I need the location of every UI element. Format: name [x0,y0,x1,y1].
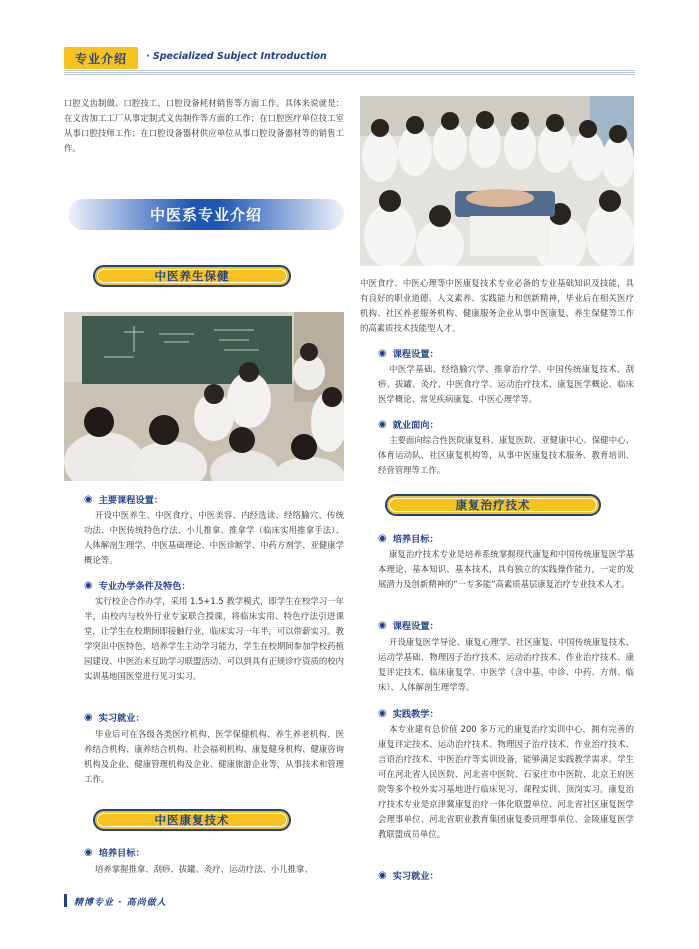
subheading-label: 实习就业： [98,713,145,724]
footer-accent [64,894,67,907]
subheading-label: 就业面向： [392,420,439,431]
bullet-icon: ◉ [84,579,93,591]
tcm-health-heading [93,265,291,287]
tcm-health-courses-heading [84,492,163,506]
bullet-icon: ◉ [84,846,93,858]
section-tag: 专业介绍 [64,47,138,69]
tcm-health-courses-text: 开设中医养生、中医食疗、中医美容、内经选读、经络腧穴、传统功法、中医传统特色疗法、小儿推拿、推拿学（临床实用推拿手法）、人体解剖生理学、中医基础理论、中医诊断学、中药方剂学、亚健康学概论等。 [84,510,344,565]
bullet-icon: ◉ [378,869,387,881]
section-subtitle: · Specialized Subject Introduction [146,51,327,62]
bullet-icon: ◉ [84,493,93,505]
department-title: 中医系专业介绍 [149,206,262,224]
tcm-health-features-text: 实行校企合作办学，采用 1.5+1.5 教学模式，即学生在校学习一年半，由校内与校外行业专家联合授课，将临床实用、特色疗法引进课堂，让学生在校期间即接触行业，临床实习一年半，可以带薪实习。教学突出中医特色，培养学生主动学习能力，学生在校期间参加学校药植园建设、中医治未互助学习联盟活动、可以到具有正规诊疗资质的校内实训基地国医堂进行见习实习。 [84,596,344,681]
subheading-label: 主要课程设置： [98,495,164,506]
bullet-icon: ◉ [378,418,387,430]
bullet-icon: ◉ [84,711,93,723]
tcm-health-title: 中医养生保健 [154,269,230,283]
intro-paragraph: 口腔义齿制做、口腔技工、口腔设备耗材销售等方面工作。具体来说就是：在义齿加工工厂从事定制式义齿制作等方面的工作；在口腔医疗单位技工室从事口腔技师工作；在口腔设备器材供应单位从事口腔设备器材等的销售工作。 [64,98,344,153]
rehab-therapy-title: 康复治疗技术 [455,498,531,512]
tcm-health-employment-heading [84,710,145,724]
tcm-health-employment-text: 毕业后可在各级各类医疗机构、医学保健机构、养生养老机构、医养结合机构、康养结合机构、社会福利机构、康复健身机构、健康咨询机构及企业、健康管理机构及企业、健康旅游企业等，从事技术和管理工作。 [84,729,344,784]
rehab-therapy-goal-heading [378,531,439,545]
tcm-rehab-goal-text-start: 培养掌握推拿、刮痧、拔罐、灸疗、运动疗法、小儿推拿、 [95,864,313,874]
tcm-rehab-employment-heading [378,417,439,431]
rehab-therapy-courses-text: 开设康复医学导论、康复心理学、社区康复、中国传统康复技术、运动学基础、物理因子治疗技术、运动治疗技术、作业治疗技术、康复评定技术、临床康复学、中医学（含中基、中诊、中药、方剂、临床）、人体解剖生理学等。 [378,637,634,692]
rehab-therapy-heading [385,494,601,516]
rehab-therapy-courses-heading [378,618,439,632]
tcm-rehab-title: 中医康复技术 [154,813,230,827]
rehab-therapy-employment-heading [378,868,439,882]
tcm-rehab-courses-text: 中医学基础、经络腧穴学、推拿治疗学、中国传统康复技术、刮痧、拔罐、灸疗、中医食疗学、运动治疗技术、康复医学概论、临床医学概论、常见疾病康复、中医心理学等。 [378,364,634,404]
subheading-label: 培养目标： [98,848,145,859]
practice-photo [360,96,634,266]
subheading-label: 培养目标： [392,534,439,545]
subheading-label: 课程设置： [392,621,439,632]
tcm-rehab-goal-heading [84,845,145,859]
footer-motto: 精博专业 · 高尚做人 [74,898,167,908]
tcm-rehab-employment-text: 主要面向综合性医院康复科、康复医院、亚健康中心、保健中心、体育运动队、社区康复机构等，从事中医康复技术服务、教育培训、经营管理等工作。 [378,435,634,475]
bullet-icon: ◉ [378,532,387,544]
rehab-therapy-goal-text: 康复治疗技术专业是培养系统掌握现代康复和中国传统康复医学基本理论、基本知识、基本技术，具有独立的实践操作能力，一定的发展潜力及创新精神的“一专多能”高素质基层康复治疗专业技术人才。 [378,549,634,589]
bullet-icon: ◉ [378,347,387,359]
tcm-rehab-goal-text-cont: 中医食疗、中医心理等中医康复技术专业必备的专业基础知识及技能，具有良好的职业道德、人文素养、实践能力和创新精神，毕业后在相关医疗机构、社区养老服务机构、健康服务企业从事中医康复、养生保健等工作的高素质技术技能型人才。 [360,278,634,333]
rehab-therapy-practice-heading [378,706,439,720]
rehab-therapy-practice-text: 本专业建有总价值 200 多万元的康复治疗实训中心，拥有完善的康复评定技术、运动治疗技术、物理因子治疗技术、作业治疗技术、言语治疗技术、中医治疗等实训设备，能够满足实践教学需求。学生可在河北省人民医院、河北省中医院、石家庄市中医院、北京王府医院等多个校外实习基地进行临床见习、课程实训、顶岗实习。康复治疗技术专业是京津冀康复治疗一体化联盟单位、河北省社区康复医学会理事单位、河北省职业教育集团康复委员理事单位、金陵康复医学教联盟成员单位。 [378,724,634,839]
subheading-label: 课程设置： [392,349,439,360]
subheading-label: 专业办学条件及特色： [98,581,191,592]
tcm-health-features-heading [84,578,191,592]
department-banner [68,199,344,230]
subheading-label: 实践教学： [392,709,439,720]
tcm-rehab-courses-heading [378,346,439,360]
classroom-photo [64,312,344,481]
bullet-icon: ◉ [378,619,387,631]
header-divider [64,70,635,75]
bullet-icon: ◉ [378,707,387,719]
subheading-label: 实习就业： [392,871,439,882]
tcm-rehab-heading [93,809,291,831]
